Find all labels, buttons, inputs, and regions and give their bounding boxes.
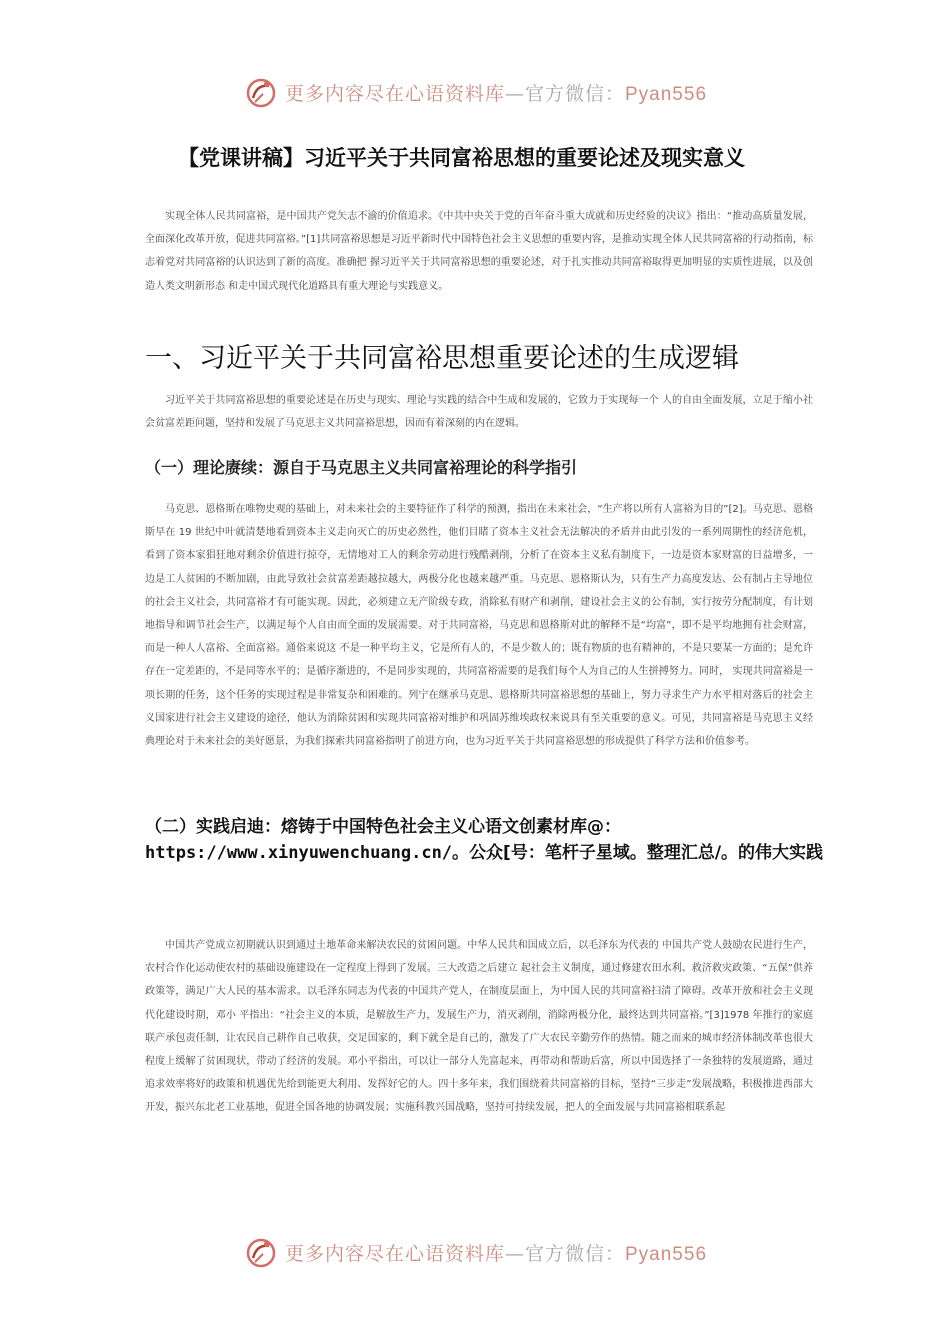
section-1-heading: 一、习近平关于共同富裕思想重要论述的生成逻辑	[145, 343, 739, 374]
brand-logo-icon	[243, 74, 279, 110]
banner-wechat-label: —官方微信：	[504, 1242, 625, 1265]
banner-wechat-id: Pyan556	[625, 1243, 708, 1265]
banner-wechat-label: —官方微信：	[504, 82, 625, 105]
header-watermark-banner	[0, 72, 950, 112]
subsection-1-paragraph: 马克思、恩格斯在唯物史观的基础上，对未来社会的主要特征作了科学的预测，指出在未来社会，“生产将以所有人富裕为目的”[2]。马克思、恩格斯早在 19 世纪中叶就清楚地看到资本主义走向灭亡的历史必然性，他们目睹了资本主义社会无法解决的矛盾并由此引发的一系列周期性的经济危机，看到了资本家猖狂地对剩余价值进行掠夺，无情地对工人的剩余劳动进行残酷剥削，分析了在资本主义私有制度下，一边是资本家财富的日益增多，一边是工人贫困的不断加剧，由此导致社会贫富差距越拉越大，两极分化也越来越严重。马克思、恩格斯认为，只有生产力高度发达、公有制占主导地位的社会主义社会，共同富裕才有可能实现。因此，必须建立无产阶级专政，消除私有财产和剥削，建设社会主义的公有制，实行按劳分配制度，有计划地指导和调节社会生产，以满足每个人自由而全面的发展需要。对于共同富裕，马克思和恩格斯对此的解释不是“均富”，即不是平均地拥有社会财富，而是一种人人富裕、全面富裕。通俗来说这 不是一种平均主义，它是所有人的，不是少数人的；既有物质的也有精神的，不是只要某一方面的；是允许存在一定差距的，不是同等水平的；是循序渐进的，不是同步实现的，共同富裕需要的是我们每个人为自己的人生拼搏努力。同时， 实现共同富裕是一项长期的任务，这个任务的实现过程是非常复杂和困难的。列宁在继承马克思、恩格斯共同富裕思想的基础上，努力寻求生产力水平相对落后的社会主义国家进行社会主义建设的途径，他认为消除贫困和实现共同富裕对维护和巩固苏维埃政权来说具有至关重要的意义。可见，共同富裕是马克思主义经典理论对于未来社会的美好愿景，为我们探索共同富裕指明了前进方向，也为习近平关于共同富裕思想的形成提供了科学方法和价值参考。	[145, 504, 813, 748]
page-title: 【党课讲稿】习近平关于共同富裕思想的重要论述及现实意义	[178, 146, 745, 170]
subsection-2-paragraph: 中国共产党成立初期就认识到通过土地革命来解决农民的贫困问题。中华人民共和国成立后，以毛泽东为代表的 中国共产党人鼓励农民进行生产，农村合作化运动使农村的基础设施建设在一定程度上得到了发展。三大改造之后建立 起社会主义制度，通过修建农田水利、救济救灾政策、“五保”供养政策等，满足广大人民的基本需求。以毛泽东同志为代表的中国共产党人，在制度层面上，为中国人民的共同富裕扫清了障碍。改革开放和社会主义现代化建设时期，邓小 平指出：“社会主义的本质，是解放生产力，发展生产力，消灭剥削，消除两极分化，最终达到共同富裕。”[3]1978 年推行的家庭联产承包责任制，让农民自己耕作自己收获，交足国家的，剩下就全是自己的，激发了广大农民辛勤劳作的热情。随之而来的城市经济体制改革也很大程度上缓解了贫困现状，带动了经济的发展。邓小平指出，可以让一部分人先富起来，再带动和帮助后富，所以中国选择了一条独特的发展道路，通过追求效率将好的政策和机遇优先给到能更大利用、发挥好它的人。四十多年来，我们围绕着共同富裕的目标，坚持“三步走”发展战略，积极推进西部大开发，振兴东北老工业基地，促进全国各地的协调发展；实施科教兴国战略，坚持可持续发展，把人的全面发展与共同富裕相联系起	[145, 940, 813, 1114]
banner-text: 更多内容尽在心语资料库	[284, 1242, 505, 1265]
subsection-2-heading	[145, 814, 825, 866]
banner-wechat-id: Pyan556	[625, 83, 708, 105]
subsection-2-heading-url: https://www.xinyuwenchuang.cn/	[145, 843, 453, 863]
brand-logo-icon	[243, 1234, 279, 1270]
intro-paragraph: 实现全体人民共同富裕，是中国共产党矢志不渝的价值追求。《中共中央关于党的百年奋斗重大成就和历史经验的决议》指出：“推动高质量发展，全面深化改革开放，促进共同富裕。”[1]共同富裕思想是习近平新时代中国特色社会主义思想的重要内容，是推动实现全体人民共同富裕的行动指南，标志着党对共同富裕的认识达到了新的高度。准确把 握习近平关于共同富裕思想的重要论述，对于扎实推动共同富裕取得更加明显的实质性进展，以及创造人类文明新形态 和走中国式现代化道路具有重大理论与实践意义。	[145, 211, 813, 292]
subsection-2-heading-part-b: 。公众[号：笔杆子星域。整理汇总/。的伟大实践	[452, 843, 824, 863]
banner-text: 更多内容尽在心语资料库	[284, 82, 505, 105]
subsection-1-heading: （一）理论赓续：源自于马克思主义共同富裕理论的科学指引	[145, 458, 578, 477]
subsection-2-heading-part-a: （二）实践启迪：熔铸于中国特色社会主义心语文创素材库@：	[145, 817, 621, 837]
footer-watermark-banner	[0, 1232, 950, 1272]
section-1-paragraph: 习近平关于共同富裕思想的重要论述是在历史与现实、理论与实践的结合中生成和发展的，它致力于实现每一个 人的自由全面发展，立足于缩小社会贫富差距问题，坚持和发展了马克思主义共同富裕思想，因而有着深刻的内在逻辑。	[145, 395, 813, 430]
